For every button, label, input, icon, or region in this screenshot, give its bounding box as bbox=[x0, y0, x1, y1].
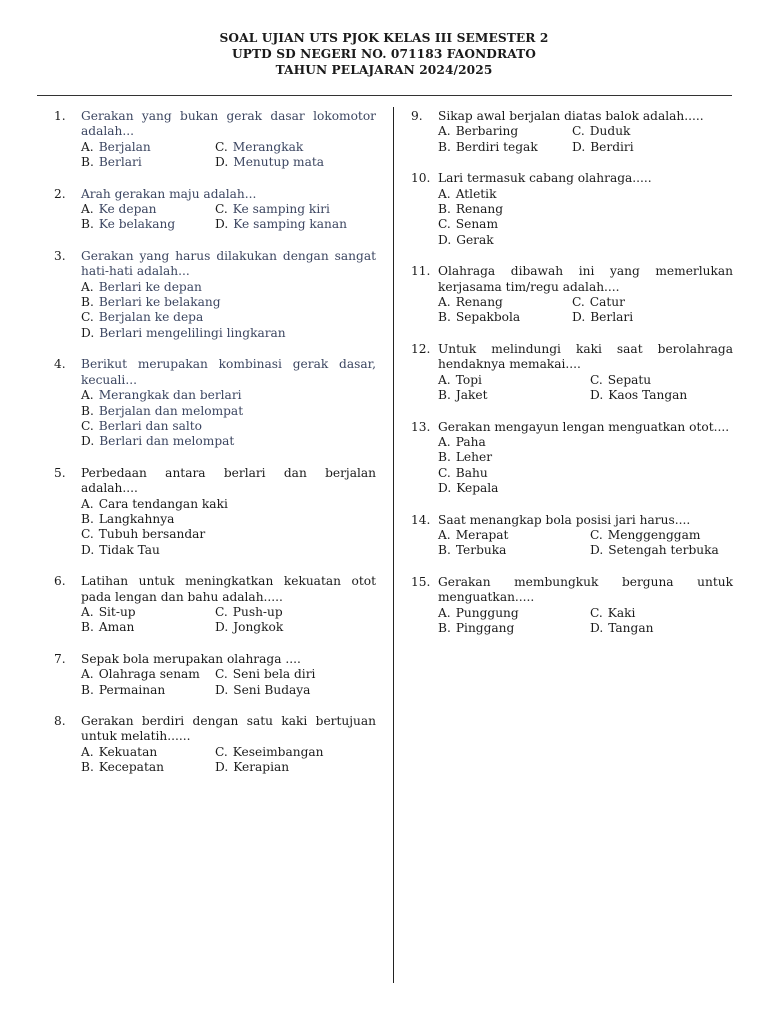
option-d[interactable]: D. Tangan bbox=[590, 620, 654, 635]
question-stem: Sepak bola merupakan olahraga .... bbox=[81, 651, 301, 666]
option-d[interactable]: D. Berlari dan melompat bbox=[81, 434, 235, 449]
options bbox=[438, 528, 733, 559]
option-d[interactable]: D. Kepala bbox=[438, 481, 499, 496]
question-4 bbox=[54, 357, 376, 449]
option-d[interactable]: D. Tidak Tau bbox=[81, 542, 160, 557]
question-11 bbox=[411, 264, 733, 326]
option-b[interactable]: B. Berdiri tegak bbox=[438, 139, 538, 154]
right-column bbox=[411, 109, 733, 652]
question-number: 5. bbox=[54, 465, 66, 480]
question-3 bbox=[54, 249, 376, 341]
question-2 bbox=[54, 187, 376, 233]
header-title: SOAL UJIAN UTS PJOK KELAS III SEMESTER 2 bbox=[219, 31, 549, 45]
question-stem: Saat menangkap bola posisi jari harus.... bbox=[438, 512, 691, 527]
question-6 bbox=[54, 574, 376, 636]
options bbox=[81, 140, 376, 171]
options bbox=[438, 435, 733, 497]
option-b[interactable]: B. Kecepatan bbox=[81, 760, 164, 775]
question-9 bbox=[411, 109, 733, 155]
option-b[interactable]: B. Berlari ke belakang bbox=[81, 295, 221, 310]
question-13 bbox=[411, 420, 733, 497]
question-number: 11. bbox=[411, 264, 431, 279]
option-d[interactable]: D. Kerapian bbox=[215, 760, 290, 775]
options bbox=[438, 606, 733, 637]
question-14 bbox=[411, 513, 733, 559]
options bbox=[81, 202, 376, 233]
options bbox=[81, 745, 376, 776]
question-number: 13. bbox=[411, 419, 431, 434]
option-c[interactable]: C. Berlari dan salto bbox=[81, 418, 202, 433]
option-a[interactable]: A. Renang bbox=[438, 295, 503, 310]
option-a[interactable]: A. Merangkak dan berlari bbox=[81, 388, 242, 403]
option-a[interactable]: A. Punggung bbox=[438, 605, 519, 620]
header-divider bbox=[37, 95, 732, 96]
option-d[interactable]: D. Berlari mengelilingi lingkaran bbox=[81, 325, 286, 340]
option-c[interactable]: C. Merangkak bbox=[215, 139, 304, 154]
option-a[interactable]: A. Ke depan bbox=[81, 202, 157, 217]
question-stem: Arah gerakan maju adalah... bbox=[81, 186, 257, 201]
question-7 bbox=[54, 652, 376, 698]
question-number: 10. bbox=[411, 171, 431, 186]
option-c[interactable]: C. Duduk bbox=[572, 124, 631, 139]
question-number: 7. bbox=[54, 651, 66, 666]
option-a[interactable]: A. Sit-up bbox=[81, 604, 136, 619]
options bbox=[438, 373, 733, 404]
option-a[interactable]: A. Berbaring bbox=[438, 124, 519, 139]
option-b[interactable]: B. Berlari bbox=[81, 155, 142, 170]
question-number: 12. bbox=[411, 341, 431, 356]
option-c[interactable]: C. Kaki bbox=[590, 605, 636, 620]
option-b[interactable]: B. Ke belakang bbox=[81, 217, 176, 232]
option-d[interactable]: D. Ke samping kanan bbox=[215, 217, 348, 232]
option-a[interactable]: A. Merapat bbox=[438, 527, 509, 542]
question-number: 8. bbox=[54, 714, 66, 728]
option-c[interactable]: C. Push-up bbox=[215, 604, 283, 619]
question-stem: Berikut merupakan kombinasi gerak dasar, kecuali... bbox=[81, 357, 376, 387]
option-d[interactable]: D. Setengah terbuka bbox=[590, 543, 719, 558]
option-c[interactable]: C. Menggenggam bbox=[590, 527, 701, 542]
option-b[interactable]: B. Langkahnya bbox=[81, 511, 175, 526]
question-stem: Gerakan yang harus dilakukan dengan sangat hati-hati adalah... bbox=[81, 248, 376, 279]
question-stem: Latihan untuk meningkatkan kekuatan otot pada lengan dan bahu adalah..... bbox=[81, 574, 376, 604]
question-number: 3. bbox=[54, 248, 66, 263]
option-b[interactable]: B. Pinggang bbox=[438, 620, 515, 635]
option-c[interactable]: C. Sepatu bbox=[590, 372, 652, 387]
option-a[interactable]: A. Berjalan bbox=[81, 139, 151, 154]
option-a[interactable]: A. Berlari ke depan bbox=[81, 279, 202, 294]
options bbox=[438, 187, 733, 249]
option-b[interactable]: B. Leher bbox=[438, 450, 493, 465]
question-10 bbox=[411, 171, 733, 248]
options bbox=[438, 295, 733, 326]
option-a[interactable]: A. Paha bbox=[438, 434, 486, 449]
option-b[interactable]: B. Renang bbox=[438, 202, 503, 217]
question-stem: Gerakan yang bukan gerak dasar lokomotor adalah... bbox=[81, 109, 376, 139]
option-d[interactable]: D. Seni Budaya bbox=[215, 682, 311, 697]
option-a[interactable]: A. Topi bbox=[438, 372, 482, 387]
question-stem: Gerakan mengayun lengan menguatkan otot.... bbox=[438, 419, 730, 434]
question-stem: Sikap awal berjalan diatas balok adalah..... bbox=[438, 109, 704, 123]
options bbox=[81, 388, 376, 450]
option-a[interactable]: A. Atletik bbox=[438, 186, 497, 201]
option-d[interactable]: D. Berdiri bbox=[572, 139, 634, 154]
option-b[interactable]: B. Berjalan dan melompat bbox=[81, 403, 244, 418]
question-stem: Perbedaan antara berlari dan berjalan adalah.... bbox=[81, 465, 376, 496]
question-stem: Lari termasuk cabang olahraga..... bbox=[438, 171, 652, 186]
option-d[interactable]: D. Berlari bbox=[572, 310, 634, 325]
option-c[interactable]: C. Bahu bbox=[438, 465, 488, 480]
option-c[interactable]: C. Seni bela diri bbox=[215, 667, 316, 682]
option-c[interactable]: C. Senam bbox=[438, 217, 498, 232]
question-12 bbox=[411, 342, 733, 404]
question-8 bbox=[54, 714, 376, 776]
option-b[interactable]: B. Jaket bbox=[438, 388, 488, 403]
left-column bbox=[54, 109, 376, 792]
column-divider bbox=[393, 107, 394, 983]
option-a[interactable]: A. Olahraga senam bbox=[81, 667, 200, 682]
question-stem: Olahraga dibawah ini yang memerlukan kerjasama tim/regu adalah.... bbox=[438, 264, 733, 294]
question-number: 6. bbox=[54, 574, 66, 589]
option-a[interactable]: A. Kekuatan bbox=[81, 744, 158, 759]
option-d[interactable]: D. Jongkok bbox=[215, 620, 284, 635]
question-15 bbox=[411, 575, 733, 637]
question-stem: Gerakan membungkuk berguna untuk menguatkan..... bbox=[438, 574, 733, 605]
document-header bbox=[0, 30, 768, 78]
option-d[interactable]: D. Menutup mata bbox=[215, 155, 325, 170]
option-a[interactable]: A. Cara tendangan kaki bbox=[81, 496, 228, 511]
question-number: 4. bbox=[54, 357, 66, 372]
question-number: 14. bbox=[411, 512, 431, 527]
option-c[interactable]: C. Tubuh bersandar bbox=[81, 527, 206, 542]
option-b[interactable]: B. Terbuka bbox=[438, 543, 507, 558]
question-stem: Untuk melindungi kaki saat berolahraga hendaknya memakai.... bbox=[438, 341, 733, 372]
options bbox=[81, 497, 376, 559]
option-d[interactable]: D. Gerak bbox=[438, 232, 494, 247]
question-number: 15. bbox=[411, 574, 431, 589]
options bbox=[81, 280, 376, 342]
option-b[interactable]: B. Sepakbola bbox=[438, 310, 521, 325]
question-number: 2. bbox=[54, 186, 66, 201]
option-b[interactable]: B. Permainan bbox=[81, 682, 166, 697]
options bbox=[81, 605, 376, 636]
option-c[interactable]: C. Keseimbangan bbox=[215, 744, 324, 759]
question-5 bbox=[54, 466, 376, 558]
question-stem: Gerakan berdiri dengan satu kaki bertujuan untuk melatih...... bbox=[81, 714, 376, 744]
question-number: 9. bbox=[411, 109, 423, 123]
option-c[interactable]: C. Berjalan ke depa bbox=[81, 310, 204, 325]
header-year: TAHUN PELAJARAN 2024/2025 bbox=[275, 63, 493, 77]
option-c[interactable]: C. Catur bbox=[572, 295, 625, 310]
option-c[interactable]: C. Ke samping kiri bbox=[215, 202, 330, 217]
header-school: UPTD SD NEGERI NO. 071183 FAONDRATO bbox=[232, 47, 536, 61]
option-b[interactable]: B. Aman bbox=[81, 620, 135, 635]
option-d[interactable]: D. Kaos Tangan bbox=[590, 388, 688, 403]
options bbox=[438, 124, 733, 155]
question-number: 1. bbox=[54, 109, 66, 123]
question-1 bbox=[54, 109, 376, 171]
options bbox=[81, 667, 376, 698]
